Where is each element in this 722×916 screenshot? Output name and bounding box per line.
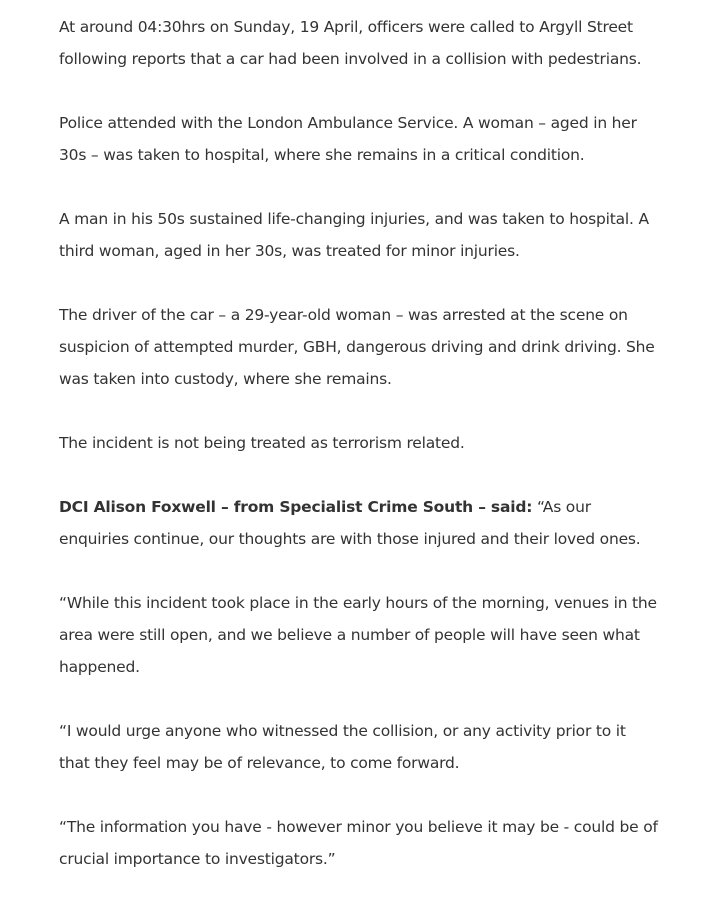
quote-speaker: DCI Alison Foxwell – from Specialist Crime South – said: bbox=[59, 498, 533, 516]
quote-intro-text: “As our enquiries continue, our thoughts are with those injured and their loved ones. bbox=[59, 498, 641, 548]
paragraph-quote-venues: “While this incident took place in the early hours of the morning, venues in the area were still open, and we believe a number of people will have seen what happened. bbox=[59, 594, 657, 676]
paragraph-injuries: A man in his 50s sustained life-changing injuries, and was taken to hospital. A third woman, aged in her 30s, was treated for minor injuries. bbox=[59, 210, 649, 260]
article-body bbox=[59, 11, 659, 875]
paragraph-ambulance-response: Police attended with the London Ambulance Service. A woman – aged in her 30s – was taken to hospital, where she remains in a critical condition. bbox=[59, 114, 637, 164]
paragraph-quote-information: “The information you have - however minor you believe it may be - could be of crucial importance to investigators.” bbox=[59, 818, 658, 868]
paragraph-incident-report: At around 04:30hrs on Sunday, 19 April, officers were called to Argyll Street following reports that a car had been involved in a collision with pedestrians. bbox=[59, 18, 642, 68]
paragraph-terrorism-statement: The incident is not being treated as terrorism related. bbox=[59, 434, 465, 452]
paragraph-driver-arrest: The driver of the car – a 29-year-old woman – was arrested at the scene on suspicion of attempted murder, GBH, dangerous driving and drink driving. She was taken into custody, where she remains. bbox=[59, 306, 655, 388]
paragraph-quote-appeal: “I would urge anyone who witnessed the collision, or any activity prior to it that they feel may be of relevance, to come forward. bbox=[59, 722, 626, 772]
paragraph-quote-intro bbox=[59, 491, 659, 555]
